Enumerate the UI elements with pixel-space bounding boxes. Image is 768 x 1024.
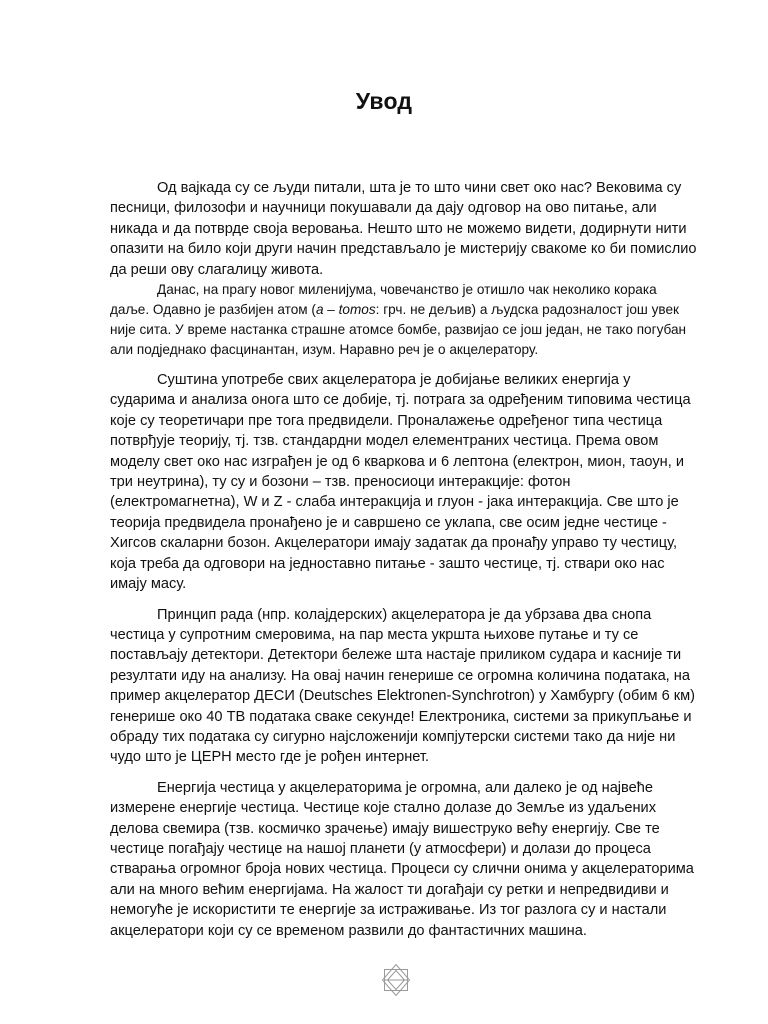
body-text: [110, 178, 698, 941]
paragraph-2-end: : грч. не дељив) а људска радозналост још увек није сита. У време настанка страшне атомсе бомбе, развијао се још један, не тако погубан али подједнако фасцинантан, изум. Наравно реч је о акцелератору.: [110, 302, 687, 358]
paragraph-2: [110, 280, 698, 360]
paragraph-2-emphasis: a – tomos: [315, 302, 376, 318]
paragraph-2-start: Данас, на прагу новог миленијума, човечанство је отишло чак неколико корака даље. Одавно је разбијен атом (: [110, 282, 657, 318]
paragraph-3: Суштина употребе свих акцелератора је добијање великих енергија у сударима и анализа оногa што се добије, тј. потрага за одређеним типовима честица које су теоретичари пре тога предвидели. Проналажење одређеног типа честица потврђује теорију, тј. тзв. стандардни модел елементраних честица. Према овом моделу свет око нас изграђен је од 6 кваркова и 6 лептона (електрон, мион, таоун, и три неутрина), ту су и бозони – тзв. преносиоци интеракције: фотон (електромагнетна), W и Z - слаба интеракција и глуон - јака интеракција. Све што је теорија предвидела пронађено је и савршено се уклапа, све осим једне честице - Хигсов скаларни бозон. Акцелератори имају задатак да пронађу управо ту честицу, која треба да одговори на једноставно питање - зашто честице, тј. ствари око нас имају масу.: [110, 372, 691, 593]
paragraph-4: Принцип рада (нпр. колајдерских) акцелератора је да убрзава два снопа честица у супротним смеровима, на пар места укршта њихове путање и ту се постављају детектори. Детектори бележе шта настаје приликом судара и касније ти резултати иду на анализу. На овај начин генерише се огромна количина података, на пример акцелератор ДЕСИ (Deutsches Elektronen-Synchrotron) у Хамбургу (обим 6 км) генерише око 40 TB података сваке секунде! Електроника, системи за прикупљање и обраду тих података су сигурно најсложенији компјутерски системи тако да није ни чудо што је ЦЕРН место где је рођен интернет.: [110, 606, 696, 766]
diamond-ornament-svg: [381, 963, 411, 997]
paragraph-5: Енергија честица у акцелераторима је огромна, али далеко је од највеће измерене енергије честица. Честице које стално долазе до Земље из удаљених делова свемира (тзв. космичко зрачење) имају вишеструко већу енергију. Све те честице погађају честице на нашој планети (у атмосфери) и долази до процеса стварања огромног броја нових честица. Процеси су слични онима у акцелераторима али на много већим енергијама. На жалост ти догађаји су ретки и непредвидиви и немогуће је искористити те енергије за истраживање. Из тог разлога су и настали акцелератори који су се временом развили до фантастичних машина.: [110, 779, 694, 939]
paragraph-1: Од вајкада су се људи питали, шта је то што чини свет око нас? Вековима су песници, филозофи и научници покушавали да дају одговор на ово питање, али никада и да потврде своја веровања. Нешто што не можемо видети, додирнути нити опазити на било који други начин представљало је мистерију свакоме ко би помислио да реши ову слагалицу живота.: [110, 180, 697, 278]
diamond-ornament-icon: [381, 963, 411, 997]
page-title: Увод: [355, 88, 413, 114]
